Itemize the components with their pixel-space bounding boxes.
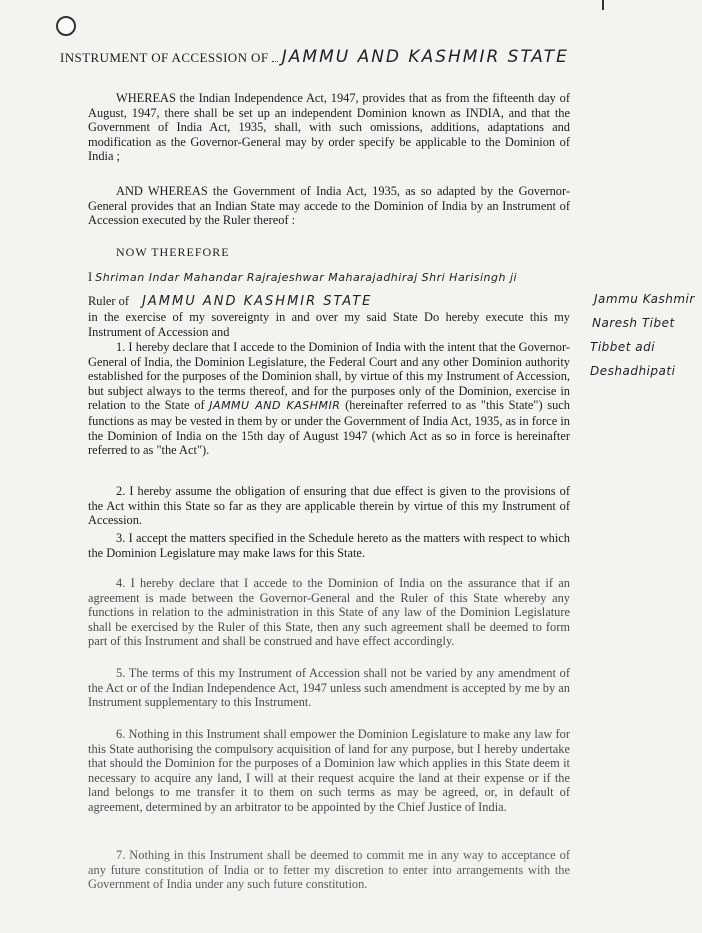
ruler-of-line: [88, 294, 372, 309]
ruler-name-handwritten: Shriman Indar Mahandar Rajrajeshwar Maharajadhiraj Shri Harisingh ji: [95, 271, 518, 284]
clause-1-state-handwritten: JAMMU AND KASHMIR: [209, 399, 341, 413]
title-state-handwritten: JAMMU AND KASHMIR STATE: [281, 47, 569, 67]
margin-note-3: Tibbet adi: [590, 340, 656, 354]
clause-1-text-b: (hereinafter referred to as "this State") such functions as may be vested in them by or under the Government of India Act, 1935, as in force in the Dominion of India on the 15th day of August 1947 (which Act as so in force is hereinafter referred to as "the Act").: [88, 398, 570, 458]
clause-4: 4. I hereby declare that I accede to the Dominion of India on the assurance that if an agreement is made between the Governor-General and the Ruler of this State whereby any functions in relation to the administration in this State of any law of the Dominion Legislature shall be exercised by the Ruler of this State, then any such agreement shall be deemed to form part of this Instrument and shall be construed and have effect accordingly.: [88, 576, 570, 649]
title-prefix: INSTRUMENT OF ACCESSION OF: [60, 50, 269, 65]
ruler-state-handwritten: JAMMU AND KASHMIR STATE: [142, 294, 373, 309]
margin-note-4: Deshadhipati: [590, 364, 676, 378]
clause-6: 6. Nothing in this Instrument shall empower the Dominion Legislature to make any law for this State authorising the compulsory acquisition of land for any purpose, but I hereby undertake that should the Dominion for the purposes of a Dominion law which applies in this State deem it necessary to acquire any land, I will at their request acquire the land at their expense or if the land belongs to me transfer it to them on such terms as may be agreed, or, in default of agreement, determined by an arbitrator to be appointed by the Chief Justice of India.: [88, 727, 570, 814]
clause-2: 2. I hereby assume the obligation of ensuring that due effect is given to the provisions of the Act within this State so far as they are applicable therein by virtue of this my Instrument of Accession.: [88, 484, 570, 528]
clause-1: [88, 340, 570, 458]
punch-hole: [56, 16, 76, 36]
clause-5: 5. The terms of this my Instrument of Accession shall not be varied by any amendment of the Act or of the Indian Independence Act, 1947 unless such amendment is accepted by me by an Instrument supplementary to this Instrument.: [88, 666, 570, 710]
clause-1-text-a: 1. I hereby declare that I accede to the Dominion of India with the intent that the Governor-General of India, the Dominion Legislature, the Federal Court and any other Dominion authority established for the purposes of the Dominion shall, by virtue of this my Instrument of Accession, but subject always to the terms thereof, and for the purposes only of the Dominion, exercise in relation to the State of: [88, 340, 570, 413]
recital-whereas-2: AND WHEREAS the Government of India Act, 1935, as so adapted by the Governor-General provides that an Indian State may accede to the Dominion of India by an Instrument of Accession executed by the Ruler thereof :: [88, 184, 570, 228]
sovereignty-text: in the exercise of my sovereignty in and over my said State Do hereby execute this my Instrument of Accession and: [88, 310, 570, 339]
ink-mark: [602, 0, 604, 10]
i-label: I: [88, 270, 93, 284]
margin-note-1: Jammu Kashmir: [594, 292, 695, 306]
clause-7: 7. Nothing in this Instrument shall be deemed to commit me in any way to acceptance of any future constitution of India or to fetter my discretion to enter into arrangements with the Government of India under any such future constitution.: [88, 848, 570, 892]
now-therefore-heading: NOW THEREFORE: [116, 245, 230, 259]
ruler-of-label: Ruler of: [88, 294, 129, 308]
recital-whereas-1: WHEREAS the Indian Independence Act, 1947, provides that as from the fifteenth day of August, 1947, there shall be set up an independent Dominion known as INDIA, and that the Government of India Act, 1935, shall, with such omissions, additions, adaptations and modification as the Governor-General may by order specify be applicable to the Dominion of India ;: [88, 91, 570, 164]
ruler-name-line: [88, 270, 608, 285]
document-title: [60, 47, 569, 67]
margin-note-2: Naresh Tibet: [592, 316, 675, 330]
clause-3: 3. I accept the matters specified in the Schedule hereto as the matters with respect to which the Dominion Legislature may make laws for this State.: [88, 531, 570, 560]
